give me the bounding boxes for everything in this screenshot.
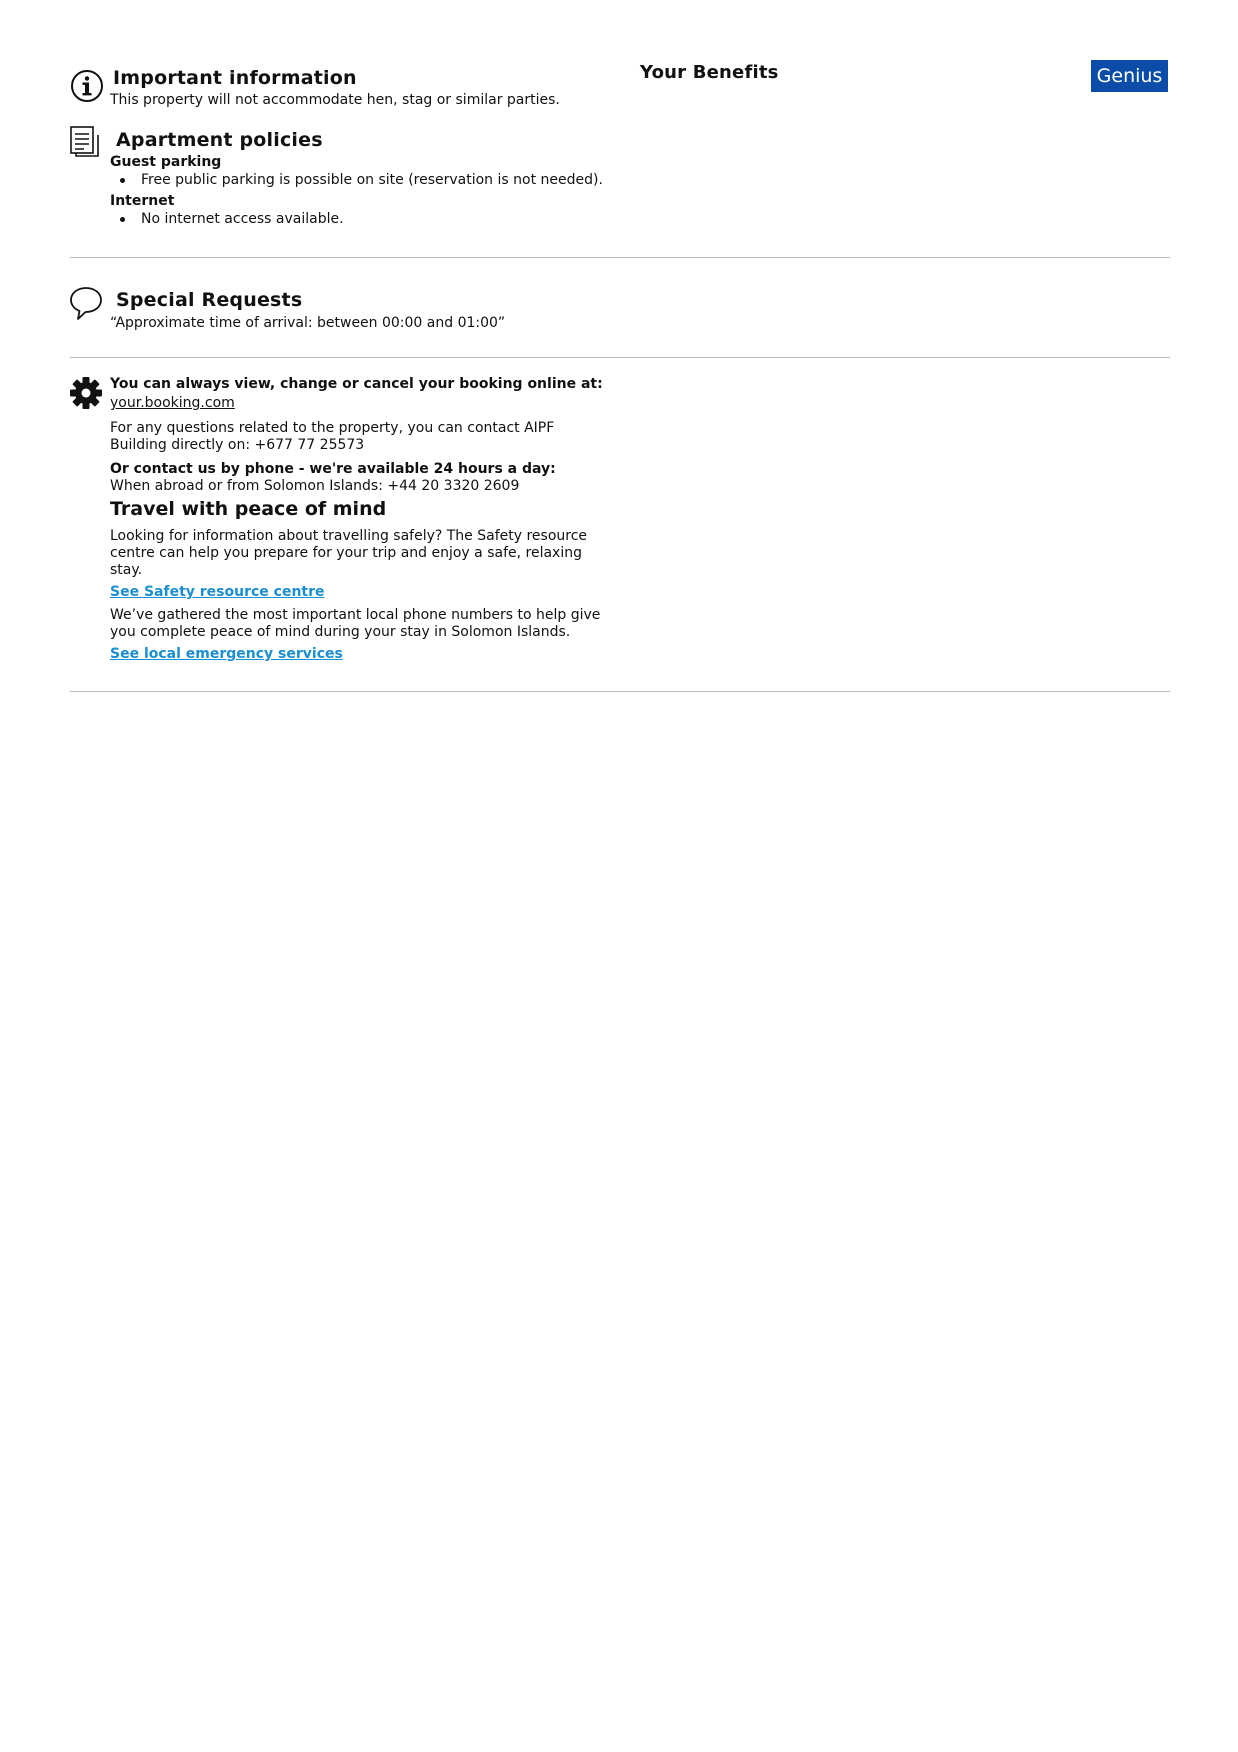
- section-divider: [70, 357, 1170, 358]
- booking-url-link[interactable]: your.booking.com: [110, 395, 235, 411]
- section-divider: [70, 691, 1170, 692]
- document-icon: [70, 126, 100, 158]
- emergency-text-line-2: you complete peace of mind during your stay in Solomon Islands.: [110, 624, 571, 640]
- your-benefits-title: Your Benefits: [640, 62, 779, 83]
- bullet: [120, 217, 125, 222]
- travel-text-line-1: Looking for information about travelling safely? The Safety resource: [110, 528, 588, 544]
- important-info-text: This property will not accommodate hen, stag or similar parties.: [110, 92, 560, 108]
- phone-contact-text: When abroad or from Solomon Islands: +44 20 3320 2609: [110, 478, 520, 494]
- important-info-title: Important information: [113, 67, 357, 89]
- phone-contact-heading: Or contact us by phone - we're available 24 hours a day:: [110, 461, 556, 477]
- policy-item-internet: No internet access available.: [141, 211, 344, 227]
- special-requests-title: Special Requests: [116, 289, 303, 311]
- genius-badge: Genius: [1091, 60, 1168, 92]
- travel-peace-title: Travel with peace of mind: [110, 498, 387, 520]
- special-requests-text: “Approximate time of arrival: between 00:00 and 01:00”: [110, 315, 506, 331]
- policy-heading-guest-parking: Guest parking: [110, 154, 222, 170]
- travel-text-line-2: centre can help you prepare for your trip and enjoy a safe, relaxing: [110, 545, 582, 561]
- apartment-policies-title: Apartment policies: [116, 129, 323, 151]
- speech-bubble-icon: [69, 286, 103, 322]
- manage-booking-heading: You can always view, change or cancel your booking online at:: [110, 376, 603, 392]
- gear-icon: [69, 376, 103, 410]
- info-icon: [70, 69, 104, 103]
- emergency-services-link[interactable]: See local emergency services: [110, 646, 343, 662]
- section-divider: [70, 257, 1170, 258]
- property-contact-line-2: Building directly on: +677 77 25573: [110, 437, 365, 453]
- property-contact-line-1: For any questions related to the property, you can contact AIPF: [110, 420, 555, 436]
- policy-item-parking: Free public parking is possible on site (reservation is not needed).: [141, 172, 603, 188]
- emergency-text-line-1: We’ve gathered the most important local phone numbers to help give: [110, 607, 601, 623]
- safety-resource-link[interactable]: See Safety resource centre: [110, 584, 325, 600]
- policy-heading-internet: Internet: [110, 193, 175, 209]
- bullet: [120, 178, 125, 183]
- travel-text-line-3: stay.: [110, 562, 143, 578]
